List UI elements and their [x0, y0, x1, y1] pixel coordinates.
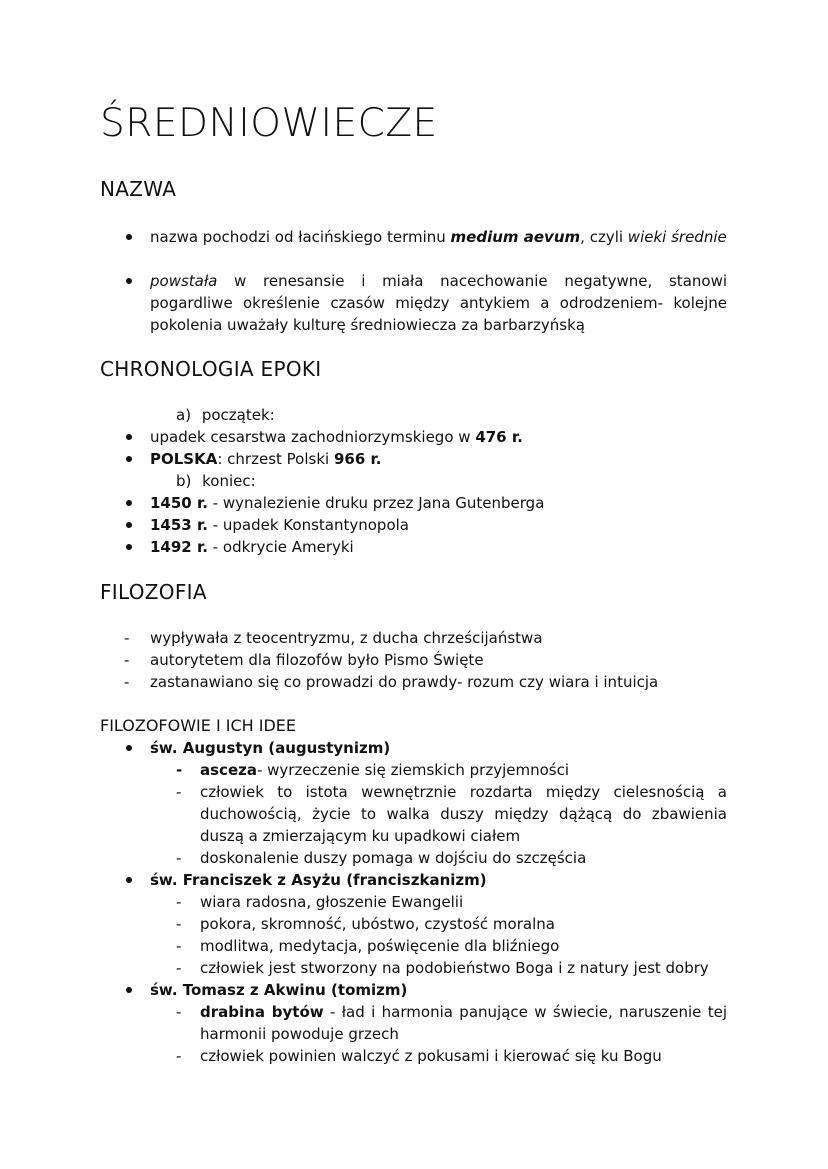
- list-item: [0, 448, 544, 470]
- list-item: [0, 671, 658, 693]
- dash-icon: -: [176, 783, 182, 801]
- dash-icon: -: [176, 849, 182, 867]
- idea-item: [0, 847, 727, 869]
- sub-label-start: [0, 404, 544, 426]
- idea-item: [0, 935, 727, 957]
- list-item-text: [150, 426, 544, 448]
- bullet-icon: [126, 456, 132, 462]
- sub-label-end: [0, 470, 544, 492]
- text-run: - odkrycie Ameryki: [207, 538, 354, 556]
- text-run: asceza: [200, 761, 257, 779]
- dash-icon: -: [124, 629, 130, 647]
- dash-icon: -: [176, 915, 182, 933]
- bullet-icon: [126, 522, 132, 528]
- list-item: [0, 649, 658, 671]
- nazwa-list: [0, 226, 727, 336]
- text-run: : chrzest Polski: [217, 450, 334, 468]
- filozofia-list: [0, 627, 658, 693]
- text-run: człowiek jest stworzony na podobieństwo Boga i z natury jest dobry: [200, 959, 709, 977]
- text-run: 476 r.: [475, 428, 523, 446]
- list-item-text: [150, 492, 544, 514]
- text-run: - upadek Konstantynopola: [207, 516, 409, 534]
- list-item: [0, 492, 544, 514]
- label-end: koniec:: [202, 472, 256, 490]
- marker-b: b): [176, 472, 192, 490]
- list-item-text: [150, 448, 544, 470]
- text-run: powstała: [150, 272, 218, 290]
- idea-text: [200, 759, 727, 781]
- text-run: , czyli: [580, 228, 628, 246]
- list-item-text: autorytetem dla filozofów było Pismo Święte: [150, 651, 484, 669]
- list-item-text: [150, 226, 727, 248]
- idea-item: [0, 1001, 727, 1045]
- list-item: [0, 270, 727, 336]
- filozofowie-list: [0, 737, 727, 1067]
- bullet-icon: [126, 434, 132, 440]
- section-heading-filozofowie: FILOZOFOWIE I ICH IDEE: [100, 716, 297, 735]
- section-heading-nazwa: NAZWA: [100, 177, 177, 201]
- bullet-icon: [126, 877, 132, 883]
- philosopher-item: [0, 737, 727, 759]
- philosopher-name: św. Augustyn (augustynizm): [150, 739, 391, 757]
- philosopher-name: św. Franciszek z Asyżu (franciszkanizm): [150, 871, 487, 889]
- text-run: wieki średnie: [627, 228, 727, 246]
- dash-icon: -: [124, 673, 130, 691]
- list-item-text: [150, 270, 727, 336]
- text-run: pokora, skromność, ubóstwo, czystość moralna: [200, 915, 555, 933]
- dash-icon: -: [124, 651, 130, 669]
- idea-item: [0, 1045, 727, 1067]
- list-item: [0, 514, 544, 536]
- text-run: człowiek powinien walczyć z pokusami i kierować się ku Bogu: [200, 1047, 662, 1065]
- idea-text: [200, 913, 727, 935]
- philosopher-item: [0, 979, 727, 1001]
- dash-icon: -: [176, 761, 183, 779]
- section-heading-chronologia: CHRONOLOGIA EPOKI: [100, 357, 322, 381]
- text-run: - wynalezienie druku przez Jana Gutenberga: [207, 494, 545, 512]
- text-run: - ład i harmonia panujące w świecie, naruszenie tej harmonii powoduje grzech: [200, 1003, 727, 1043]
- bullet-icon: [126, 278, 132, 284]
- text-run: - wyrzeczenie się ziemskich przyjemności: [256, 761, 569, 779]
- bullet-icon: [126, 544, 132, 550]
- text-run: nazwa pochodzi od łacińskiego terminu: [150, 228, 451, 246]
- marker-a: a): [176, 406, 192, 424]
- list-item: [0, 627, 658, 649]
- idea-text: [200, 781, 727, 847]
- text-run: człowiek to istota wewnętrznie rozdarta między cielesnością a duchowością, życie to walka duszy między dążącą do zbawienia duszą a zmierzającym ku upadkowi ciałem: [200, 783, 727, 845]
- list-item-text: [150, 536, 544, 558]
- text-run: 1453 r.: [150, 516, 208, 534]
- idea-text: [200, 957, 727, 979]
- list-item: [0, 426, 544, 448]
- list-item-text: zastanawiano się co prowadzi do prawdy- rozum czy wiara i intuicja: [150, 673, 659, 691]
- text-run: w renesansie i miała nacechowanie negatywne, stanowi pogardliwe określenie czasów między antykiem a odrodzeniem- kolejne pokolenia uważały kulturę średniowiecza za barbarzyńską: [150, 272, 727, 334]
- dash-icon: -: [176, 1003, 182, 1021]
- text-run: medium aevum: [450, 228, 581, 246]
- text-run: 1450 r.: [150, 494, 208, 512]
- bullet-icon: [126, 500, 132, 506]
- bullet-icon: [126, 745, 132, 751]
- list-item: [0, 536, 544, 558]
- dash-icon: -: [176, 959, 182, 977]
- idea-text: [200, 891, 727, 913]
- bullet-icon: [126, 987, 132, 993]
- text-run: drabina bytów: [200, 1003, 324, 1021]
- section-heading-filozofia: FILOZOFIA: [100, 580, 207, 604]
- philosopher-item: [0, 869, 727, 891]
- text-run: POLSKA: [150, 450, 218, 468]
- list-item: [0, 226, 727, 270]
- dash-icon: -: [176, 893, 182, 911]
- label-start: początek:: [201, 406, 275, 424]
- list-item-text: wypływała z teocentryzmu, z ducha chrześcijaństwa: [150, 629, 543, 647]
- text-run: doskonalenie duszy pomaga w dojściu do szczęścia: [200, 849, 587, 867]
- page-title: ŚREDNIOWIECZE: [100, 101, 438, 146]
- list-item-text: [150, 514, 544, 536]
- idea-item: [0, 957, 727, 979]
- dash-icon: -: [176, 937, 182, 955]
- dash-icon: -: [176, 1047, 182, 1065]
- idea-text: [200, 847, 727, 869]
- idea-item: [0, 781, 727, 847]
- bullet-icon: [126, 234, 132, 240]
- idea-item: [0, 913, 727, 935]
- philosopher-name: św. Tomasz z Akwinu (tomizm): [150, 981, 408, 999]
- text-run: modlitwa, medytacja, poświęcenie dla bliźniego: [200, 937, 560, 955]
- idea-text: [200, 1045, 727, 1067]
- text-run: wiara radosna, głoszenie Ewangelii: [200, 893, 464, 911]
- idea-item: [0, 891, 727, 913]
- idea-item: [0, 759, 727, 781]
- text-run: 966 r.: [333, 450, 382, 468]
- idea-text: [200, 935, 727, 957]
- idea-text: [200, 1001, 727, 1045]
- text-run: 1492 r.: [150, 538, 208, 556]
- text-run: upadek cesarstwa zachodniorzymskiego w: [150, 428, 476, 446]
- chronologia-list: [0, 404, 544, 558]
